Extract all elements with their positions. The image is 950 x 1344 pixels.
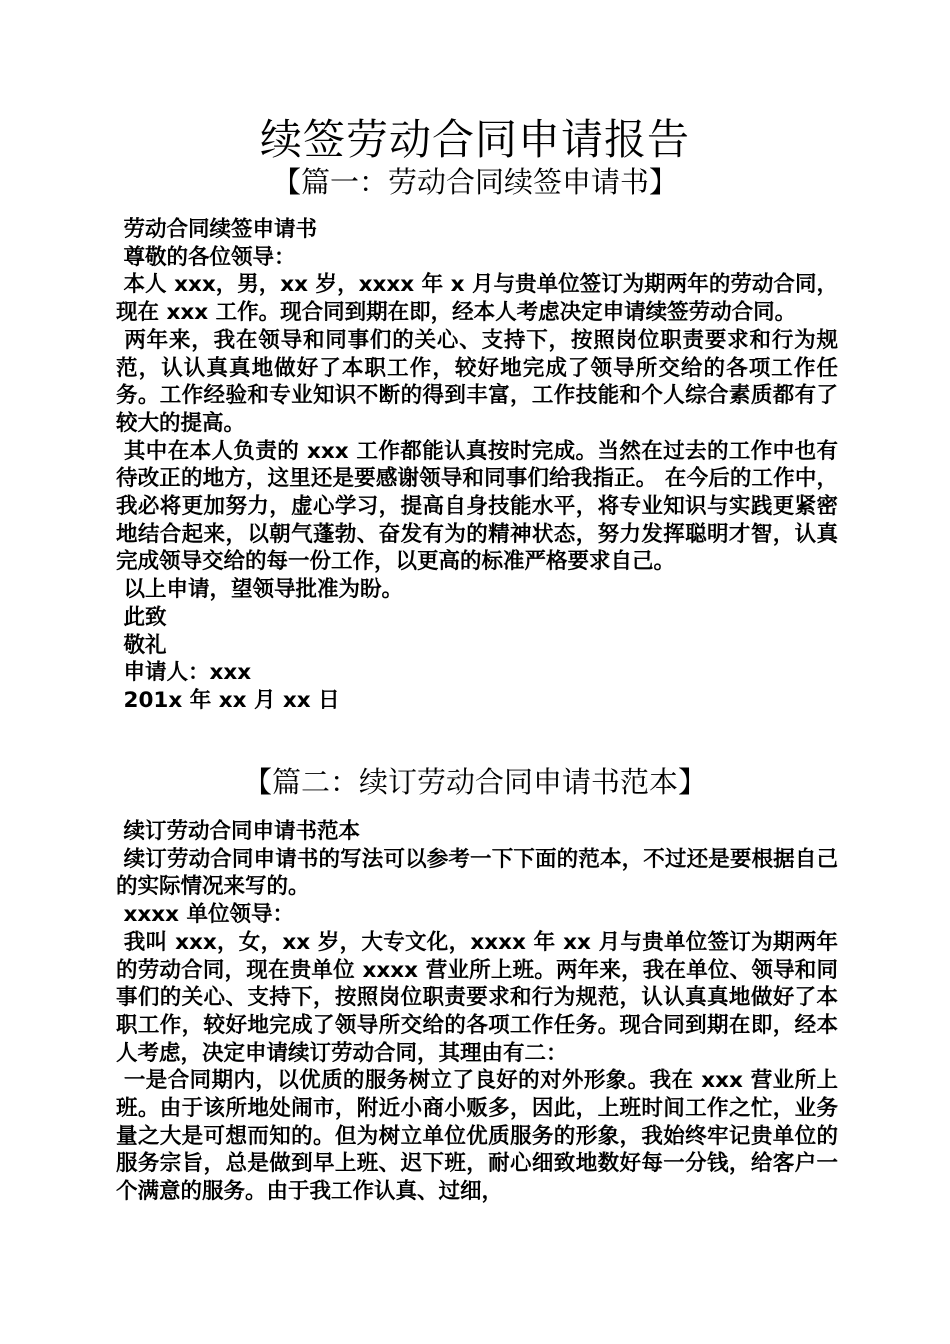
paragraph: 尊敬的各位领导：	[116, 244, 296, 270]
paragraph: 续订劳动合同申请书的写法可以参考一下下面的范本，不过还是要根据自己的实际情况来写的。	[116, 846, 838, 900]
paragraph: 本人 xxx，男，xx 岁，xxxx 年 x 月与贵单位签订为期两年的劳动合同，现在 xxx 工作。现合同到期在即，经本人考虑决定申请续签劳动合同。	[116, 272, 838, 326]
paragraph: 其中在本人负责的 xxx 工作都能认真按时完成。当然在过去的工作中也有待改正的地方，这里还是要感谢领导和同事们给我指正。 在今后的工作中，我必将更加努力，虚心学习，提高自身技能水平，将专业知识与实践更紧密地结合起来，以朝气蓬勃、奋发有为的精神状态，努力发挥聪明才智，认真完成领导交给的每一份工作，以更高的标准严格要求自己。	[116, 438, 838, 575]
paragraph: 续订劳动合同申请书范本	[116, 819, 361, 844]
section-1-heading: 【篇一：劳动合同续签申请书】	[271, 165, 678, 199]
section-1-body	[116, 216, 838, 715]
section-2-heading: 【篇二：续订劳动合同申请书范本】	[242, 765, 707, 799]
section-2-body	[116, 818, 838, 1206]
paragraph: 两年来，我在领导和同事们的关心、支持下，按照岗位职责要求和行为规范，认认真真地做好了本职工作，较好地完成了领导所交给的各项工作任务。工作经验和专业知识不断的得到丰富，工作技能和个人综合素质都有了较大的提高。	[116, 327, 838, 436]
document-title: 续签劳动合同申请报告	[259, 115, 690, 164]
paragraph: 我叫 xxx，女，xx 岁，大专文化，xxxx 年 xx 月与贵单位签订为期两年的劳动合同，现在贵单位 xxxx 营业所上班。两年来，我在单位、领导和同事们的关心、支持下，按照岗位职责要求和行为规范，认认真真地做好了本职工作，较好地完成了领导所交给的各项工作任务。现合同到期在即，经本人考虑，决定申请续订劳动合同，其理由有二：	[116, 929, 838, 1066]
closing-line: 敬礼	[116, 632, 167, 658]
paragraph: xxxx 单位领导：	[116, 902, 294, 928]
paragraph: 劳动合同续签申请书	[116, 217, 318, 242]
paragraph: 一是合同期内，以优质的服务树立了良好的对外形象。我在 xxx 营业所上班。由于该所地处闹市，附近小商小贩多，因此，上班时间工作之忙，业务量之大是可想而知的。但为树立单位优质服务的形象，我始终牢记贵单位的服务宗旨，总是做到早上班、迟下班，耐心细致地数好每一分钱，给客户一个满意的服务。由于我工作认真、过细，	[116, 1068, 838, 1205]
paragraph: 以上申请，望领导批准为盼。	[116, 577, 404, 603]
closing-line: 此致	[116, 604, 167, 630]
date-line: 201x 年 xx 月 xx 日	[116, 687, 340, 713]
applicant-line: 申请人：xxx	[116, 660, 252, 686]
